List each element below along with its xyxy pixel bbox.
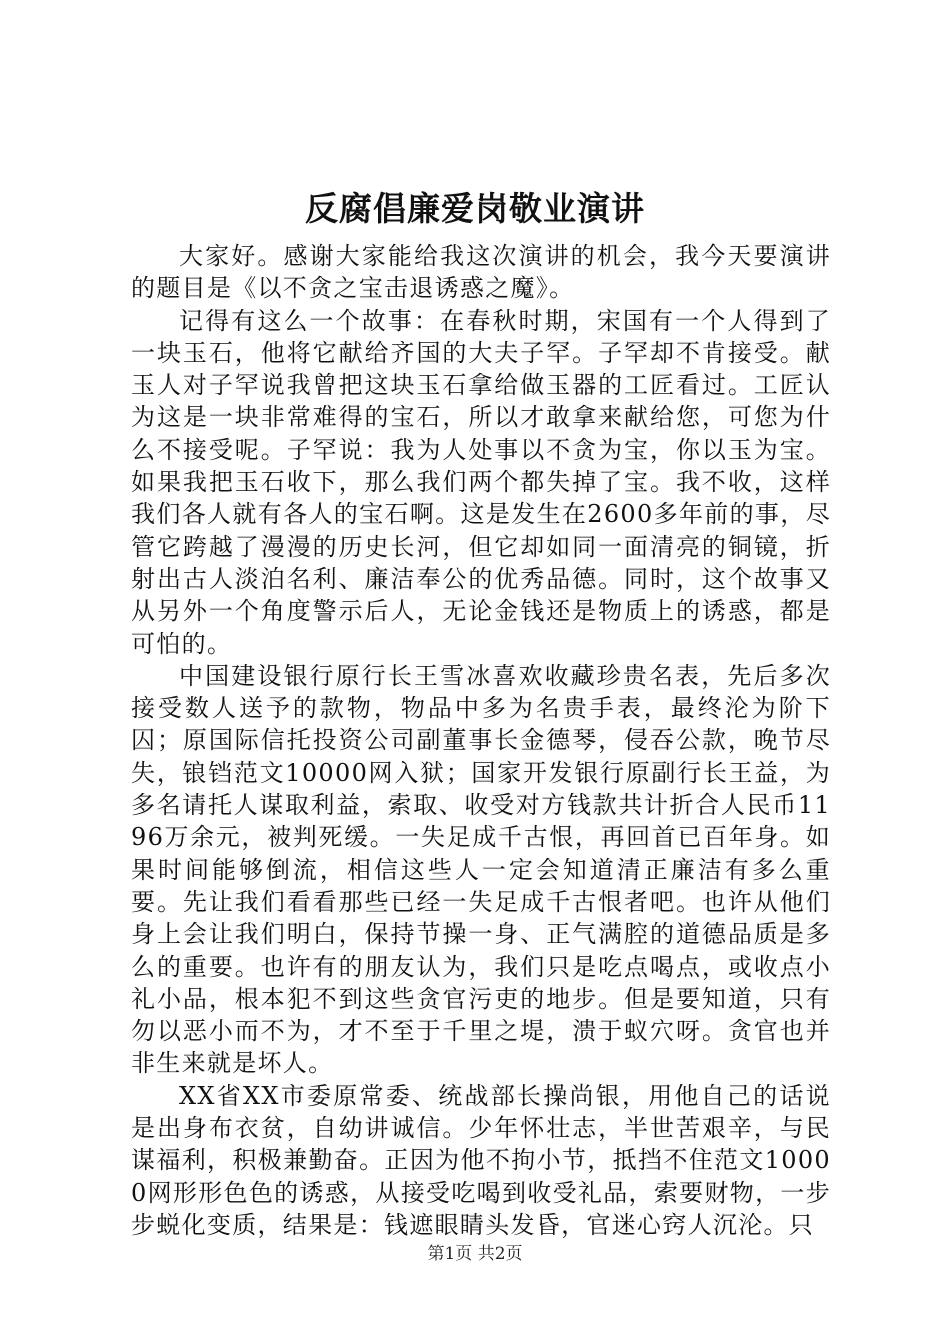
paragraph: 记得有这么一个故事：在春秋时期，宋国有一个人得到了一块玉石，他将它献给齐国的大夫子罕。子罕却不肯接受。献玉人对子罕说我曾把这块玉石拿给做玉器的工匠看过。工匠认为这是一块非常难得的宝石，所以才敢拿来献给您，可您为什么不接受呢。子罕说：我为人处事以不贪为宝，你以玉为宝。如果我把玉石收下，那么我们两个都失掉了宝。我不收，这样我们各人就有各人的宝石啊。这是发生在2600多年前的事，尽管它跨越了漫漫的历史长河，但它却如同一面清亮的铜镜，折射出古人淡泊名利、廉洁奉公的优秀品德。同时，这个故事又从另外一个角度警示后人，无论金钱还是物质上的诱惑，都是可怕的。 xyxy=(131,306,831,658)
page-number-footer: 第1页 共2页 xyxy=(427,1244,523,1264)
paragraph: 中国建设银行原行长王雪冰喜欢收藏珍贵名表，先后多次接受数人送予的款物，物品中多为名贵手表，最终沦为阶下囚；原国际信托投资公司副董事长金德琴，侵吞公款，晚节尽失，锒铛范文10000网入狱；国家开发银行原副行长王益，为多名请托人谋取利益，索取、收受对方钱款共计折合人民币1196万余元，被判死缓。一失足成千古恨，再回首已百年身。如果时间能够倒流，相信这些人一定会知道清正廉洁有多么重要。先让我们看看那些已经一失足成千古恨者吧。也许从他们身上会让我们明白，保持节操一身、正气满腔的道德品质是多么的重要。也许有的朋友认为，我们只是吃点喝点，或收点小礼小品，根本犯不到这些贪官污吏的地步。但是要知道，只有勿以恶小而不为，才不至于千里之堤，溃于蚁穴呀。贪官也并非生来就是坏人。 xyxy=(131,661,831,1078)
paragraph: 大家好。感谢大家能给我这次演讲的机会，我今天要演讲的题目是《以不贪之宝击退诱惑之魔》。 xyxy=(131,242,831,303)
document-body xyxy=(131,240,831,1241)
document-title: 反腐倡廉爱岗敬业演讲 xyxy=(305,189,645,228)
paragraph: XX省XX市委原常委、统战部长操尚银，用他自己的话说是出身布衣贫，自幼讲诚信。少年怀壮志，半世苦艰辛，与民谋福利，积极兼勤奋。正因为他不拘小节，抵挡不住范文10000网形形色色的诱惑，从接受吃喝到收受礼品，索要财物，一步步蜕化变质，结果是：钱遮眼睛头发昏，官迷心窍人沉沦。只 xyxy=(131,1081,831,1239)
